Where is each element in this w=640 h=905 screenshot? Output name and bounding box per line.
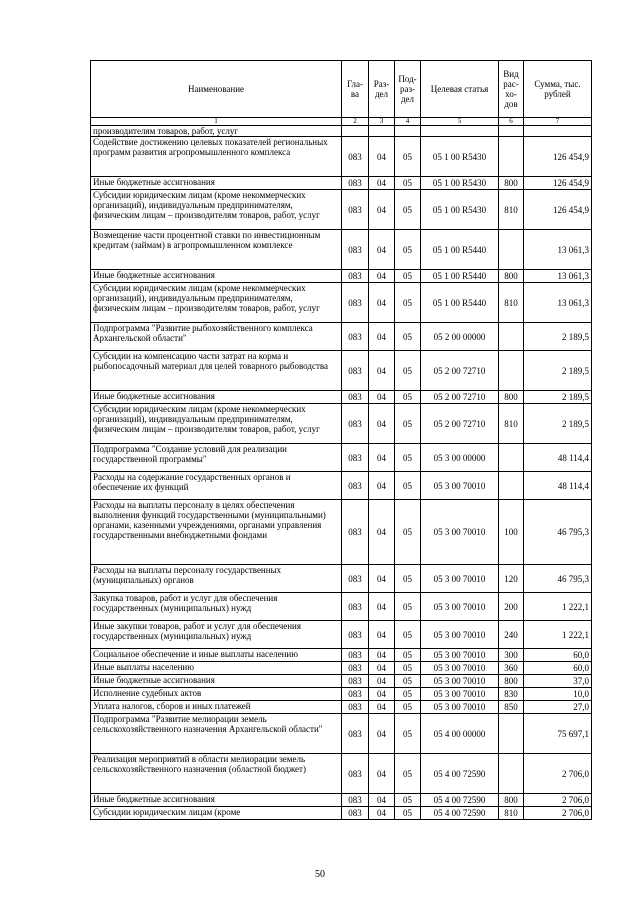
row-section: 04	[369, 351, 395, 391]
table-row	[91, 675, 592, 688]
row-name: Подпрограмма "Развитие рыбохозяйственного комплекса Архангельской области"	[91, 323, 342, 351]
table-row	[91, 444, 592, 472]
row-expense-type: 800	[499, 270, 524, 283]
row-amount: 2 189,5	[524, 351, 592, 391]
column-number: 4	[395, 118, 421, 126]
row-chapter: 083	[342, 688, 369, 701]
row-subsection: 05	[395, 137, 421, 177]
row-section: 04	[369, 323, 395, 351]
row-expense-type: 240	[499, 621, 524, 649]
row-subsection: 05	[395, 662, 421, 675]
table-row	[91, 472, 592, 500]
row-subsection: 05	[395, 444, 421, 472]
table-row	[91, 391, 592, 404]
row-amount: 1 222,1	[524, 621, 592, 649]
row-name: Субсидии юридическим лицам (кроме	[91, 807, 342, 820]
row-expense-type: 800	[499, 177, 524, 190]
row-chapter: 083	[342, 621, 369, 649]
header-section: Раз-дел	[369, 61, 395, 118]
row-amount: 126 454,9	[524, 190, 592, 230]
row-subsection: 05	[395, 190, 421, 230]
row-chapter: 083	[342, 137, 369, 177]
row-subsection: 05	[395, 404, 421, 444]
row-expense-type: 120	[499, 565, 524, 593]
row-subsection	[395, 126, 421, 137]
row-subsection: 05	[395, 794, 421, 807]
row-name: Закупка товаров, работ и услуг для обеспечения государственных (муниципальных) нужд	[91, 593, 342, 621]
row-expense-type: 850	[499, 701, 524, 714]
header-expense-type: Вид рас-хо-дов	[499, 61, 524, 118]
table-row	[91, 565, 592, 593]
row-chapter: 083	[342, 649, 369, 662]
row-name: Уплата налогов, сборов и иных платежей	[91, 701, 342, 714]
page-number: 50	[315, 869, 325, 880]
row-subsection: 05	[395, 230, 421, 270]
row-target-article: 05 2 00 72710	[421, 404, 499, 444]
row-name: Иные бюджетные ассигнования	[91, 270, 342, 283]
row-section: 04	[369, 688, 395, 701]
row-amount: 10,0	[524, 688, 592, 701]
row-target-article: 05 1 00 R5440	[421, 230, 499, 270]
row-target-article: 05 1 00 R5430	[421, 137, 499, 177]
row-chapter: 083	[342, 593, 369, 621]
row-chapter: 083	[342, 714, 369, 754]
row-amount: 46 795,3	[524, 500, 592, 565]
row-chapter: 083	[342, 754, 369, 794]
row-section: 04	[369, 649, 395, 662]
row-name: Подпрограмма "Создание условий для реализации государственной программы"	[91, 444, 342, 472]
row-name: Расходы на выплаты персоналу в целях обеспечения выполнения функций государственными (муниципальными) органами, казенными учреждениями, органами управления государственными внебюджетными фондами	[91, 500, 342, 565]
row-amount: 60,0	[524, 662, 592, 675]
table-row	[91, 621, 592, 649]
row-chapter: 083	[342, 177, 369, 190]
table-row	[91, 137, 592, 177]
row-section: 04	[369, 177, 395, 190]
row-target-article: 05 3 00 70010	[421, 649, 499, 662]
row-subsection: 05	[395, 714, 421, 754]
row-section: 04	[369, 754, 395, 794]
row-expense-type	[499, 230, 524, 270]
row-expense-type	[499, 126, 524, 137]
row-subsection: 05	[395, 351, 421, 391]
row-name: Возмещение части процентной ставки по инвестиционным кредитам (займам) в агропромышленном комплексе	[91, 230, 342, 270]
row-section: 04	[369, 472, 395, 500]
row-chapter	[342, 126, 369, 137]
row-subsection: 05	[395, 177, 421, 190]
row-name: Содействие достижению целевых показателей региональных программ развития агропромышленного комплекса	[91, 137, 342, 177]
budget-table	[90, 60, 592, 820]
row-subsection: 05	[395, 701, 421, 714]
row-chapter: 083	[342, 190, 369, 230]
row-section: 04	[369, 621, 395, 649]
row-target-article: 05 4 00 72590	[421, 807, 499, 820]
row-chapter: 083	[342, 500, 369, 565]
table-row	[91, 323, 592, 351]
row-section: 04	[369, 500, 395, 565]
row-chapter: 083	[342, 351, 369, 391]
row-subsection: 05	[395, 472, 421, 500]
column-number: 7	[524, 118, 592, 126]
row-amount: 13 061,3	[524, 270, 592, 283]
row-section: 04	[369, 190, 395, 230]
row-section: 04	[369, 593, 395, 621]
row-target-article: 05 3 00 70010	[421, 688, 499, 701]
header-chapter: Гла-ва	[342, 61, 369, 118]
row-subsection: 05	[395, 500, 421, 565]
row-subsection: 05	[395, 391, 421, 404]
row-expense-type: 800	[499, 391, 524, 404]
column-number: 5	[421, 118, 499, 126]
row-name: Субсидии юридическим лицам (кроме некоммерческих организаций), индивидуальным предпринимателям, физическим лицам – производителям товаров, работ, услуг	[91, 283, 342, 323]
row-name: производителям товаров, работ, услуг	[91, 126, 342, 137]
row-amount: 37,0	[524, 675, 592, 688]
row-expense-type: 810	[499, 807, 524, 820]
row-expense-type: 300	[499, 649, 524, 662]
row-target-article: 05 1 00 R5430	[421, 177, 499, 190]
row-chapter: 083	[342, 794, 369, 807]
row-name: Иные бюджетные ассигнования	[91, 391, 342, 404]
header-amount: Сумма, тыс. рублей	[524, 61, 592, 118]
row-section: 04	[369, 444, 395, 472]
row-amount: 126 454,9	[524, 137, 592, 177]
row-section: 04	[369, 701, 395, 714]
row-amount: 2 189,5	[524, 323, 592, 351]
row-subsection: 05	[395, 283, 421, 323]
table-row	[91, 230, 592, 270]
table-body	[91, 126, 592, 820]
row-section: 04	[369, 807, 395, 820]
row-target-article: 05 3 00 70010	[421, 675, 499, 688]
row-amount: 48 114,4	[524, 472, 592, 500]
row-chapter: 083	[342, 472, 369, 500]
column-number: 1	[91, 118, 342, 126]
row-target-article: 05 3 00 70010	[421, 701, 499, 714]
table-row	[91, 701, 592, 714]
row-subsection: 05	[395, 807, 421, 820]
row-target-article: 05 4 00 72590	[421, 794, 499, 807]
row-subsection: 05	[395, 649, 421, 662]
row-target-article: 05 3 00 70010	[421, 500, 499, 565]
row-amount: 2 189,5	[524, 391, 592, 404]
row-target-article	[421, 126, 499, 137]
row-expense-type	[499, 137, 524, 177]
row-target-article: 05 4 00 72590	[421, 754, 499, 794]
row-target-article: 05 3 00 70010	[421, 621, 499, 649]
row-name: Иные бюджетные ассигнования	[91, 675, 342, 688]
row-target-article: 05 2 00 72710	[421, 391, 499, 404]
row-subsection: 05	[395, 593, 421, 621]
table-row	[91, 283, 592, 323]
table-row	[91, 688, 592, 701]
row-expense-type: 810	[499, 190, 524, 230]
row-name: Иные бюджетные ассигнования	[91, 794, 342, 807]
row-chapter: 083	[342, 565, 369, 593]
row-chapter: 083	[342, 391, 369, 404]
header-subsection: Под-раз-дел	[395, 61, 421, 118]
row-amount: 75 697,1	[524, 714, 592, 754]
row-amount: 2 706,0	[524, 754, 592, 794]
row-expense-type: 360	[499, 662, 524, 675]
header-name: Наименование	[91, 61, 342, 118]
row-name: Субсидии юридическим лицам (кроме некоммерческих организаций), индивидуальным предпринимателям, физическим лицам – производителям товаров, работ, услуг	[91, 404, 342, 444]
header-row	[91, 61, 592, 118]
row-amount: 13 061,3	[524, 230, 592, 270]
row-section: 04	[369, 662, 395, 675]
row-target-article: 05 3 00 70010	[421, 472, 499, 500]
row-chapter: 083	[342, 444, 369, 472]
row-name: Подпрограмма "Развитие мелиорации земель сельскохозяйственного назначения Архангельской области"	[91, 714, 342, 754]
row-name: Субсидии юридическим лицам (кроме некоммерческих организаций), индивидуальным предпринимателям, физическим лицам – производителям товаров, работ, услуг	[91, 190, 342, 230]
row-target-article: 05 1 00 R5440	[421, 283, 499, 323]
row-name: Исполнение судебных актов	[91, 688, 342, 701]
row-chapter: 083	[342, 662, 369, 675]
row-expense-type: 830	[499, 688, 524, 701]
row-target-article: 05 3 00 70010	[421, 662, 499, 675]
row-section: 04	[369, 137, 395, 177]
row-expense-type: 200	[499, 593, 524, 621]
row-amount: 48 114,4	[524, 444, 592, 472]
row-amount: 2 706,0	[524, 807, 592, 820]
row-expense-type	[499, 323, 524, 351]
table-row	[91, 807, 592, 820]
table-row	[91, 754, 592, 794]
row-section: 04	[369, 675, 395, 688]
row-name: Расходы на содержание государственных органов и обеспечение их функций	[91, 472, 342, 500]
row-chapter: 083	[342, 283, 369, 323]
row-amount: 13 061,3	[524, 283, 592, 323]
row-chapter: 083	[342, 807, 369, 820]
row-name: Субсидии на компенсацию части затрат на корма и рыбопосадочный материал для целей товарного рыбоводства	[91, 351, 342, 391]
row-amount: 2 706,0	[524, 794, 592, 807]
row-expense-type: 800	[499, 675, 524, 688]
row-target-article: 05 1 00 R5440	[421, 270, 499, 283]
row-chapter: 083	[342, 701, 369, 714]
row-chapter: 083	[342, 404, 369, 444]
table-row	[91, 500, 592, 565]
row-chapter: 083	[342, 230, 369, 270]
row-subsection: 05	[395, 621, 421, 649]
table-row	[91, 126, 592, 137]
row-subsection: 05	[395, 270, 421, 283]
row-name: Иные выплаты населению	[91, 662, 342, 675]
row-chapter: 083	[342, 270, 369, 283]
table-row	[91, 794, 592, 807]
row-amount	[524, 126, 592, 137]
table-row	[91, 593, 592, 621]
row-name: Иные закупки товаров, работ и услуг для обеспечения государственных (муниципальных) нужд	[91, 621, 342, 649]
row-expense-type: 800	[499, 794, 524, 807]
row-expense-type	[499, 351, 524, 391]
row-amount: 60,0	[524, 649, 592, 662]
row-amount: 46 795,3	[524, 565, 592, 593]
row-target-article: 05 1 00 R5430	[421, 190, 499, 230]
table-row	[91, 270, 592, 283]
row-amount: 2 189,5	[524, 404, 592, 444]
row-subsection: 05	[395, 323, 421, 351]
row-section: 04	[369, 391, 395, 404]
column-number: 6	[499, 118, 524, 126]
column-number: 2	[342, 118, 369, 126]
table-row	[91, 662, 592, 675]
row-target-article: 05 3 00 70010	[421, 593, 499, 621]
row-expense-type	[499, 714, 524, 754]
row-target-article: 05 3 00 70010	[421, 565, 499, 593]
row-expense-type	[499, 754, 524, 794]
table-row	[91, 351, 592, 391]
row-chapter: 083	[342, 675, 369, 688]
row-section: 04	[369, 565, 395, 593]
row-section: 04	[369, 230, 395, 270]
row-target-article: 05 2 00 00000	[421, 323, 499, 351]
row-target-article: 05 3 00 00000	[421, 444, 499, 472]
table-row	[91, 404, 592, 444]
table-row	[91, 190, 592, 230]
row-expense-type: 100	[499, 500, 524, 565]
table-header	[91, 61, 592, 126]
row-subsection: 05	[395, 754, 421, 794]
row-expense-type: 810	[499, 283, 524, 323]
row-expense-type	[499, 472, 524, 500]
row-name: Реализация мероприятий в области мелиорации земель сельскохозяйственного назначения (областной бюджет)	[91, 754, 342, 794]
row-subsection: 05	[395, 565, 421, 593]
row-amount: 1 222,1	[524, 593, 592, 621]
table-row	[91, 714, 592, 754]
row-name: Иные бюджетные ассигнования	[91, 177, 342, 190]
row-section: 04	[369, 283, 395, 323]
row-target-article: 05 2 00 72710	[421, 351, 499, 391]
row-section: 04	[369, 270, 395, 283]
column-number-row	[91, 118, 592, 126]
row-section: 04	[369, 714, 395, 754]
row-section: 04	[369, 404, 395, 444]
row-subsection: 05	[395, 675, 421, 688]
column-number: 3	[369, 118, 395, 126]
table-row	[91, 649, 592, 662]
row-chapter: 083	[342, 323, 369, 351]
row-name: Расходы на выплаты персоналу государственных (муниципальных) органов	[91, 565, 342, 593]
row-expense-type: 810	[499, 404, 524, 444]
row-amount: 126 454,9	[524, 177, 592, 190]
table-row	[91, 177, 592, 190]
row-name: Социальное обеспечение и иные выплаты населению	[91, 649, 342, 662]
row-section: 04	[369, 794, 395, 807]
row-subsection: 05	[395, 688, 421, 701]
header-target-article: Целевая статья	[421, 61, 499, 118]
row-target-article: 05 4 00 00000	[421, 714, 499, 754]
row-section	[369, 126, 395, 137]
row-amount: 27,0	[524, 701, 592, 714]
row-expense-type	[499, 444, 524, 472]
